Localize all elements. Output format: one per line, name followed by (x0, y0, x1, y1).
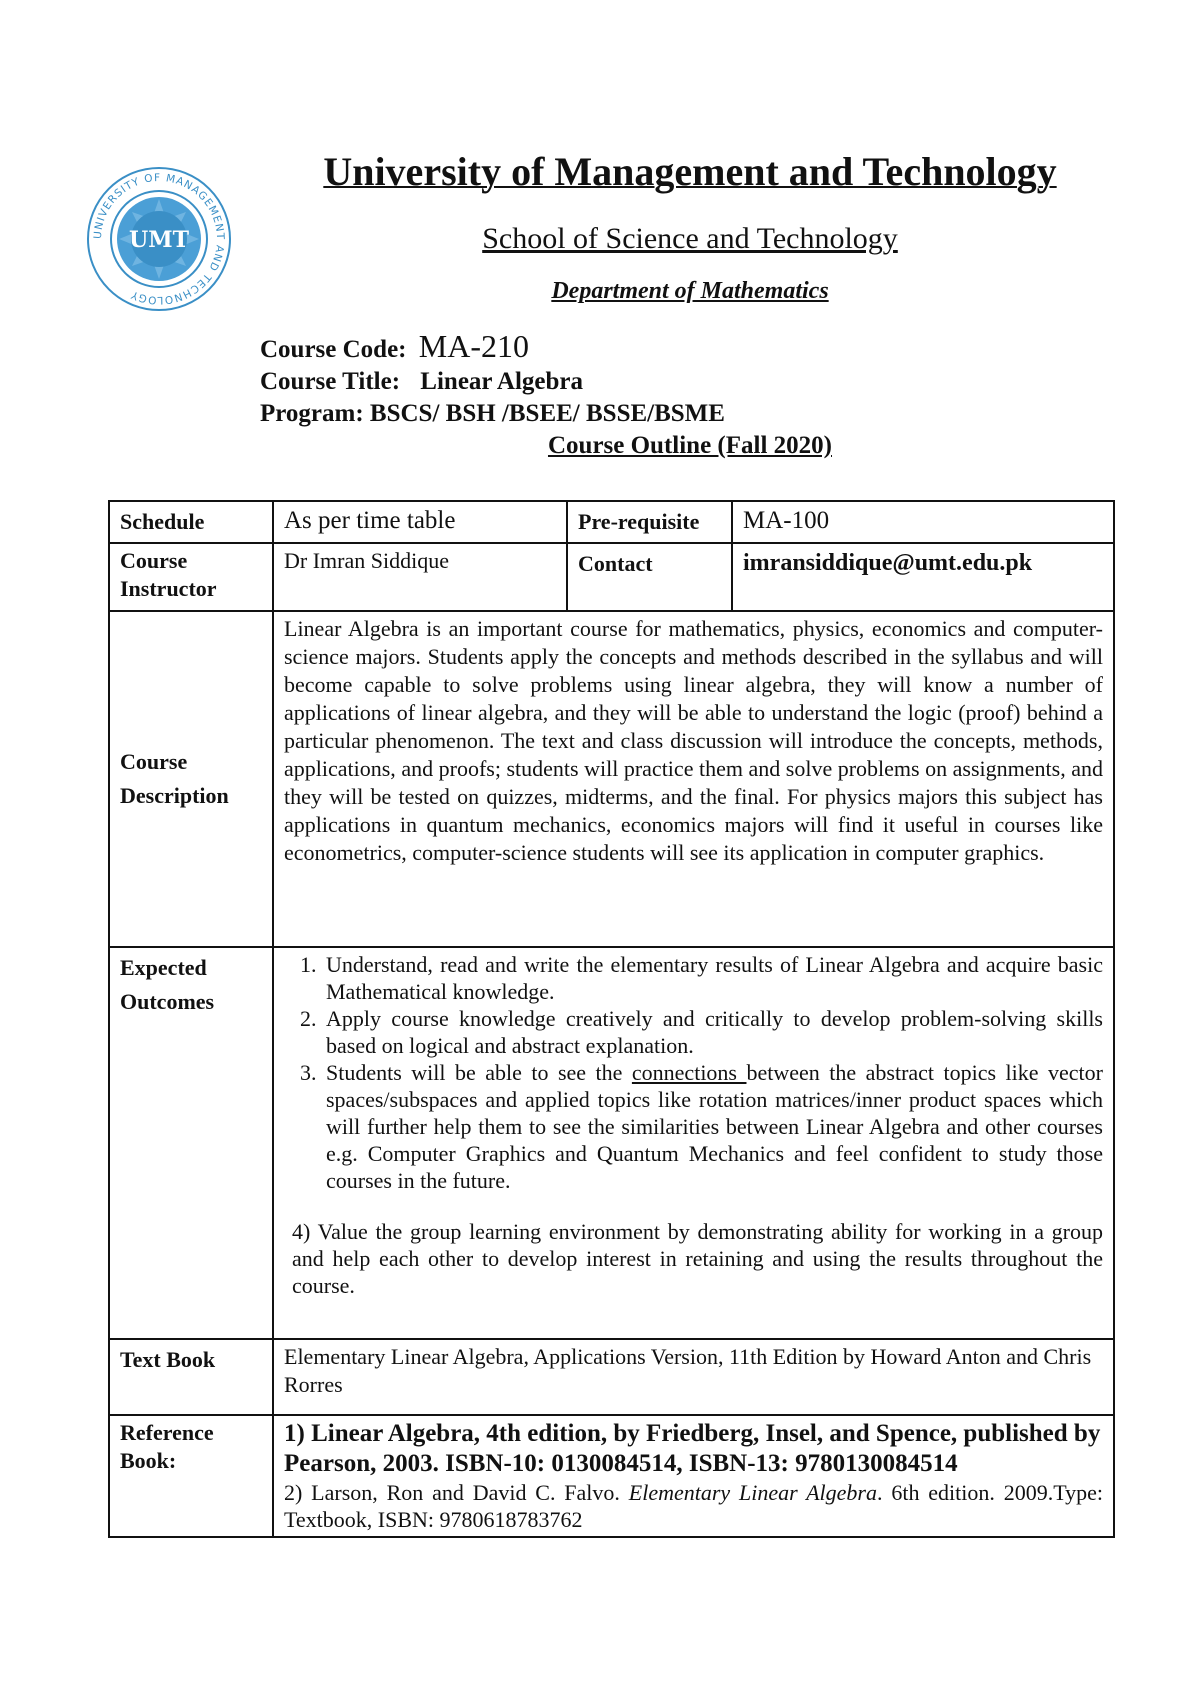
course-outline-heading: Course Outline (Fall 2020) (547, 432, 832, 459)
reference-1: 1) Linear Algebra, 4th edition, by Friedberg, Insel, and Spence, published by Pearson, 2003. ISBN-10: 0130084514, ISBN-13: 9780130084514 (284, 1420, 1101, 1477)
schedule-value: As per time table (273, 501, 567, 543)
outcome-3-text-rest: between the abstract topics like vector spaces/subspaces and applied topics like rotation matrices/inner product spaces which will further help them to see the similarities between Linear Algebra and other courses e.g. Computer Graphics and Quantum Mechanics and feel confident to study those courses in the future. (326, 1060, 1103, 1193)
outcome-3-connections: connections (631, 1060, 747, 1085)
university-title: University of Management and Technology (323, 149, 1057, 194)
prerequisite-value: MA-100 (732, 501, 1114, 543)
logo-ring-text: UNIVERSITY OF MANAGEMENT AND TECHNOLOGY (91, 171, 227, 307)
table-row (109, 1415, 1114, 1537)
course-title-line (260, 368, 583, 396)
outcome-3-text: Students will be able to see the (326, 1060, 632, 1085)
prerequisite-label: Pre-requisite (567, 501, 732, 543)
reference-2-details: . 6th edition. 2009.Type: Textbook, ISBN: 9780618783762 (284, 1480, 1104, 1532)
textbook-value: Elementary Linear Algebra, Applications Version, 11th Edition by Howard Anton and Chris Rorres (273, 1339, 1114, 1415)
description-label: Course Description (109, 611, 273, 947)
schedule-label: Schedule (109, 501, 273, 543)
course-title-label: Course Title: (260, 368, 401, 395)
table-row (109, 1339, 1114, 1415)
reference-2 (284, 1479, 1103, 1533)
instructor-value: Dr Imran Siddique (273, 543, 567, 611)
course-title-value: Linear Algebra (420, 368, 584, 395)
reference-label: Reference Book: (109, 1415, 273, 1537)
program-line (260, 400, 725, 428)
table-row (109, 543, 1114, 611)
umt-logo (86, 166, 232, 312)
reference-value (273, 1415, 1114, 1537)
table-row (109, 947, 1114, 1339)
outcome-item: 2. Apply course knowledge creatively and critically to develop problem-solving skills based on logical and abstract explanation. (322, 1005, 1103, 1059)
department-title: Department of Mathematics (551, 278, 829, 304)
program-value: BSCS/ BSH /BSEE/ BSSE/BSME (369, 400, 725, 427)
outcome-item: 4) Value the group learning environment by demonstrating ability for working in a group and help each other to develop interest in retaining and using the results throughout the course. (292, 1219, 1103, 1298)
course-code-value: MA-210 (418, 328, 529, 364)
course-code-label: Course Code: (260, 336, 407, 363)
table-row (109, 501, 1114, 543)
outcome-item (322, 1059, 1103, 1194)
reference-2-title: Elementary Linear Algebra (628, 1480, 877, 1505)
table-row (109, 611, 1114, 947)
outcome-item: 1. Understand, read and write the elementary results of Linear Algebra and acquire basic Mathematical knowledge. (322, 951, 1103, 1005)
course-code-line (260, 328, 529, 365)
textbook-label: Text Book (109, 1339, 273, 1415)
description-value: Linear Algebra is an important course for mathematics, physics, economics and computer-science majors. Students apply the concepts and methods described in the syllabus and will become capable to solve problems using linear algebra, they will know a number of applications of linear algebra, and they will be able to understand the logic (proof) behind a particular phenomenon. The text and class discussion will introduce the concepts, methods, applications, and proofs; students will practice them and solve problems on assignments, and they will be tested on quizzes, midterms, and the final. For physics majors this subject has applications in quantum mechanics, economics majors will find it useful in courses like econometrics, computer-science students will see its application in computer graphics. (273, 611, 1114, 947)
outcomes-list (284, 951, 1103, 1194)
outcomes-label: Expected Outcomes (109, 947, 273, 1339)
logo-text: UMT (129, 227, 189, 253)
contact-value: imransiddique@umt.edu.pk (732, 543, 1114, 611)
reference-2-authors: 2) Larson, Ron and David C. Falvo. (284, 1480, 629, 1505)
contact-label: Contact (567, 543, 732, 611)
outcomes-value (273, 947, 1114, 1339)
school-title: School of Science and Technology (482, 222, 898, 255)
program-label: Program: (260, 400, 364, 427)
instructor-label: Course Instructor (109, 543, 273, 611)
course-table (108, 500, 1115, 1538)
